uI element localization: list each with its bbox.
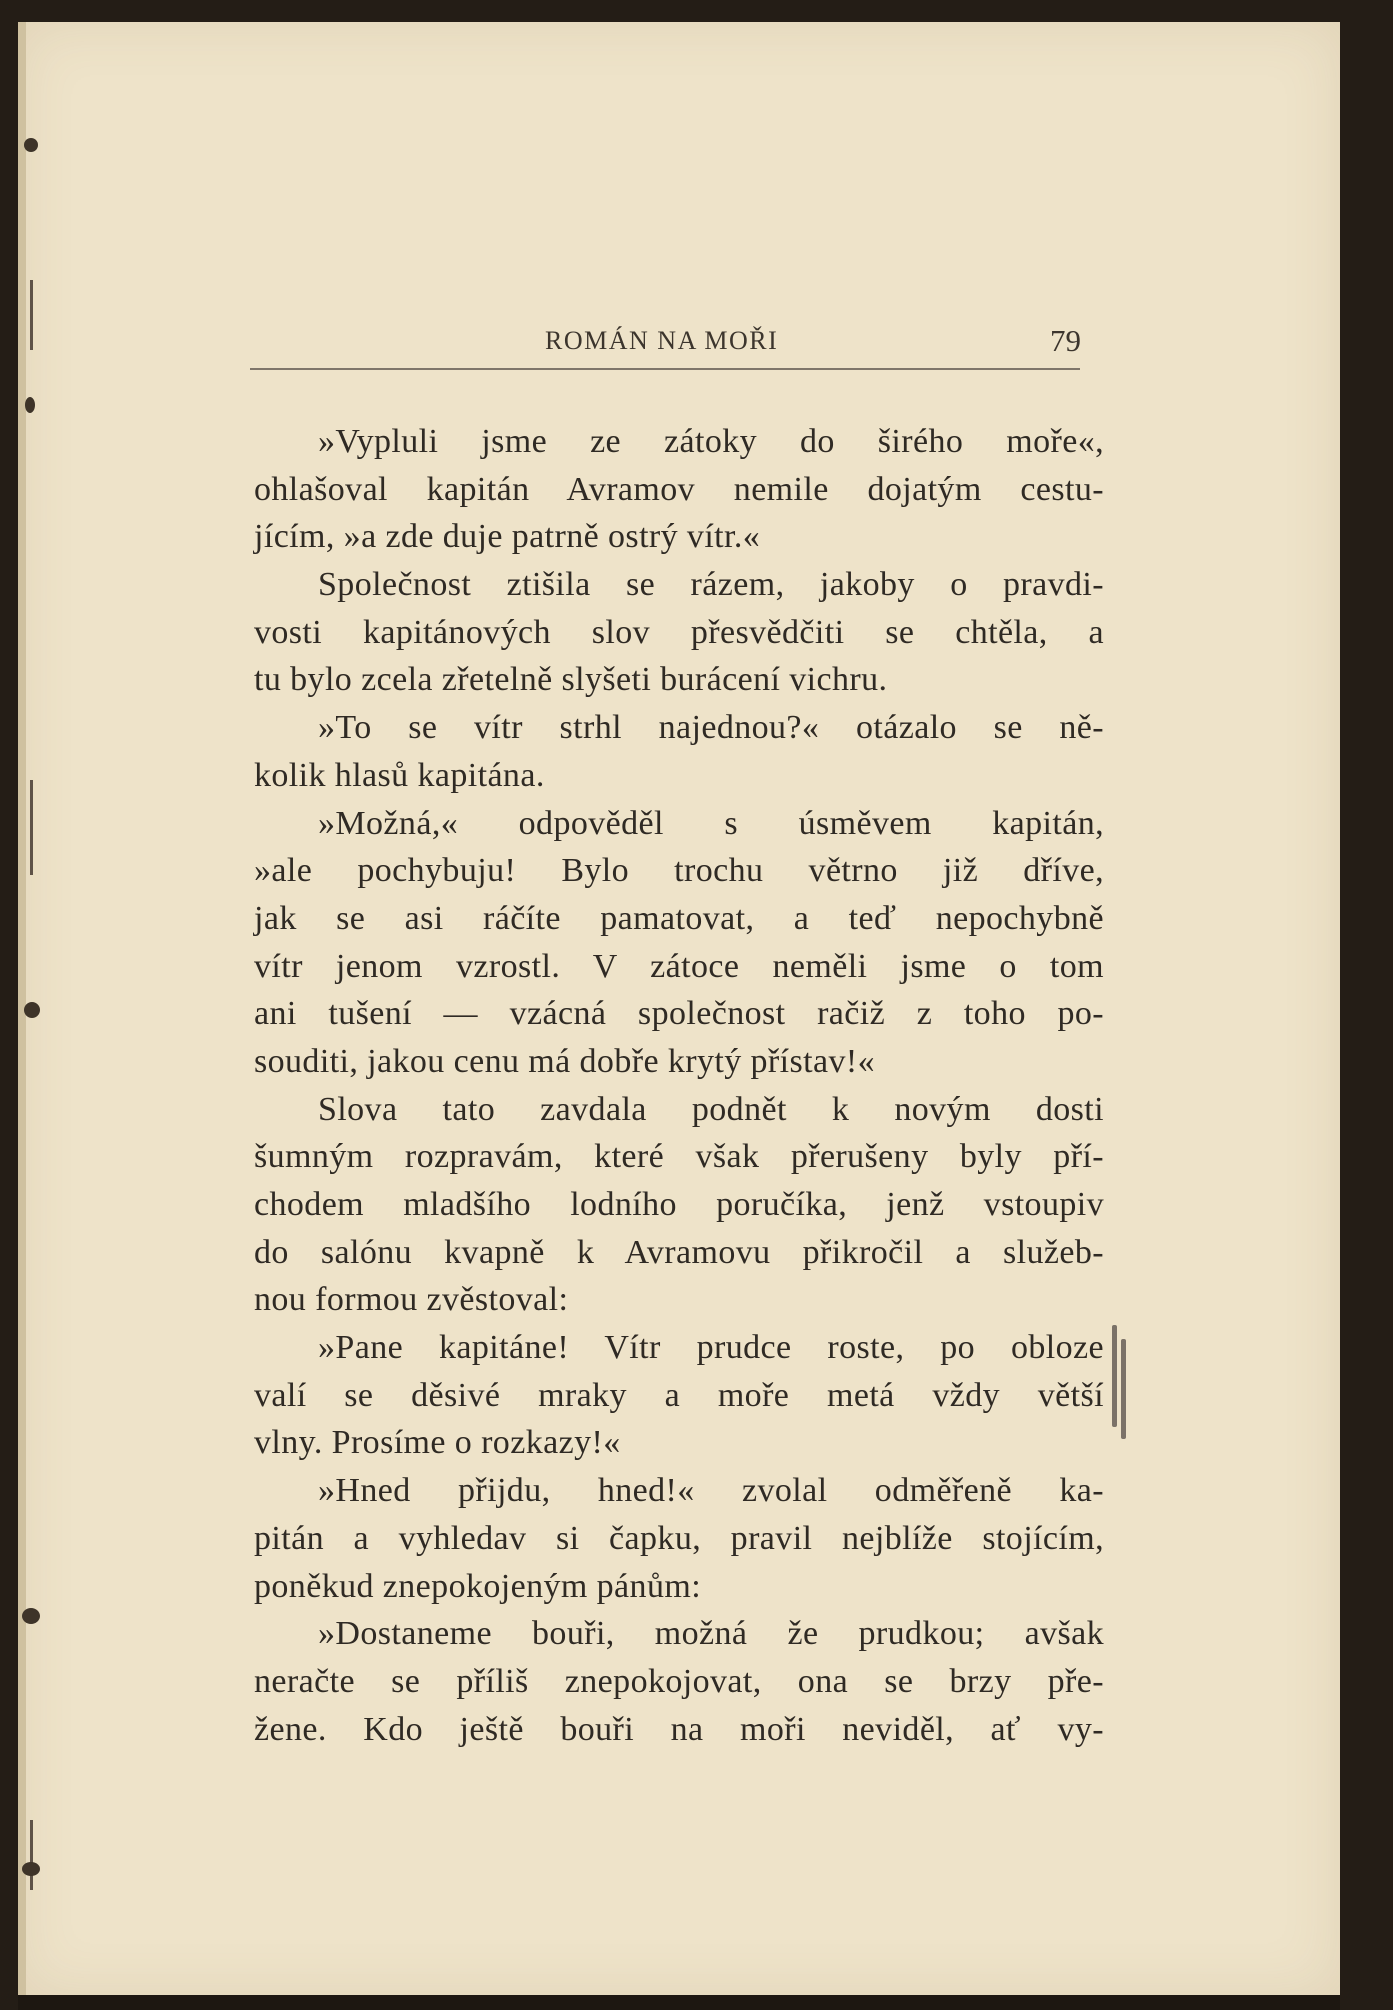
text-line: neračte se příliš znepokojovat, ona se brzy pře- [254, 1662, 1104, 1700]
text-line: vlny. Prosíme o rozkazy!« [254, 1424, 621, 1462]
text-line: Slova tato zavdala podnět k novým dosti [318, 1090, 1104, 1128]
text-line: »ale pochybuju! Bylo trochu větrno již dříve, [254, 852, 1104, 890]
text-line: »To se vítr strhl najednou?« otázalo se ně- [318, 709, 1104, 747]
margin-mark [30, 280, 33, 350]
text-line: vosti kapitánových slov přesvědčiti se chtěla, a [254, 613, 1104, 651]
text-line: tu bylo zcela zřetelně slyšeti burácení vichru. [254, 661, 888, 699]
text-line: nou formou zvěstoval: [254, 1281, 569, 1319]
margin-bracket [1112, 1325, 1117, 1427]
text-line: valí se děsivé mraky a moře metá vždy větší [254, 1376, 1104, 1414]
text-line: vítr jenom vzrostl. V zátoce neměli jsme o tom [254, 947, 1104, 985]
margin-bracket [1121, 1339, 1126, 1439]
scan-bottom-border [18, 1995, 1340, 2010]
text-line: poněkud znepokojeným pánům: [254, 1567, 702, 1605]
text-line: »Pane kapitáne! Vítr prudce roste, po obloze [318, 1329, 1104, 1367]
margin-blot [24, 1002, 40, 1018]
text-line: šumným rozpravám, které však přerušeny byly pří- [254, 1138, 1104, 1176]
text-line: jícím, »a zde duje patrně ostrý vítr.« [254, 518, 761, 556]
text-line: kolik hlasů kapitána. [254, 756, 545, 794]
text-line: chodem mladšího lodního poručíka, jenž vstoupiv [254, 1186, 1104, 1223]
margin-blot [25, 397, 35, 413]
text-line: jak se asi ráčíte pamatovat, a teď nepochybně [254, 899, 1104, 937]
text-line: ani tušení — vzácná společnost račiž z toho po- [254, 995, 1104, 1033]
body-text [254, 418, 1104, 1753]
text-line: »Možná,« odpověděl s úsměvem kapitán, [318, 804, 1104, 842]
running-head: ROMÁN NA MOŘI [545, 326, 779, 355]
text-line: souditi, jakou cenu má dobře krytý přístav!« [254, 1042, 875, 1080]
margin-mark [30, 780, 33, 875]
text-line: Společnost ztišila se rázem, jakoby o pravdi- [318, 566, 1104, 604]
text-line: žene. Kdo ještě bouři na moři neviděl, ať vy- [254, 1710, 1104, 1748]
text-line: ohlašoval kapitán Avramov nemile dojatým cestu- [254, 470, 1104, 508]
margin-blot [24, 138, 38, 152]
margin-mark [30, 1820, 33, 1890]
margin-blot [22, 1608, 40, 1624]
page-number: 79 [1050, 323, 1081, 358]
margin-blot [22, 1862, 40, 1876]
text-line: »Dostaneme bouři, možná že prudkou; avšak [318, 1615, 1104, 1653]
text-line: »Vypluli jsme ze zátoky do širého moře«, [318, 423, 1104, 460]
header-rule [250, 368, 1080, 370]
text-line: do salónu kvapně k Avramovu přikročil a služeb- [254, 1233, 1104, 1271]
page-header [250, 318, 1080, 364]
text-line: »Hned přijdu, hned!« zvolal odměřeně ka- [318, 1472, 1104, 1510]
text-line: pitán a vyhledav si čapku, pravil nejblíže stojícím, [254, 1519, 1104, 1557]
